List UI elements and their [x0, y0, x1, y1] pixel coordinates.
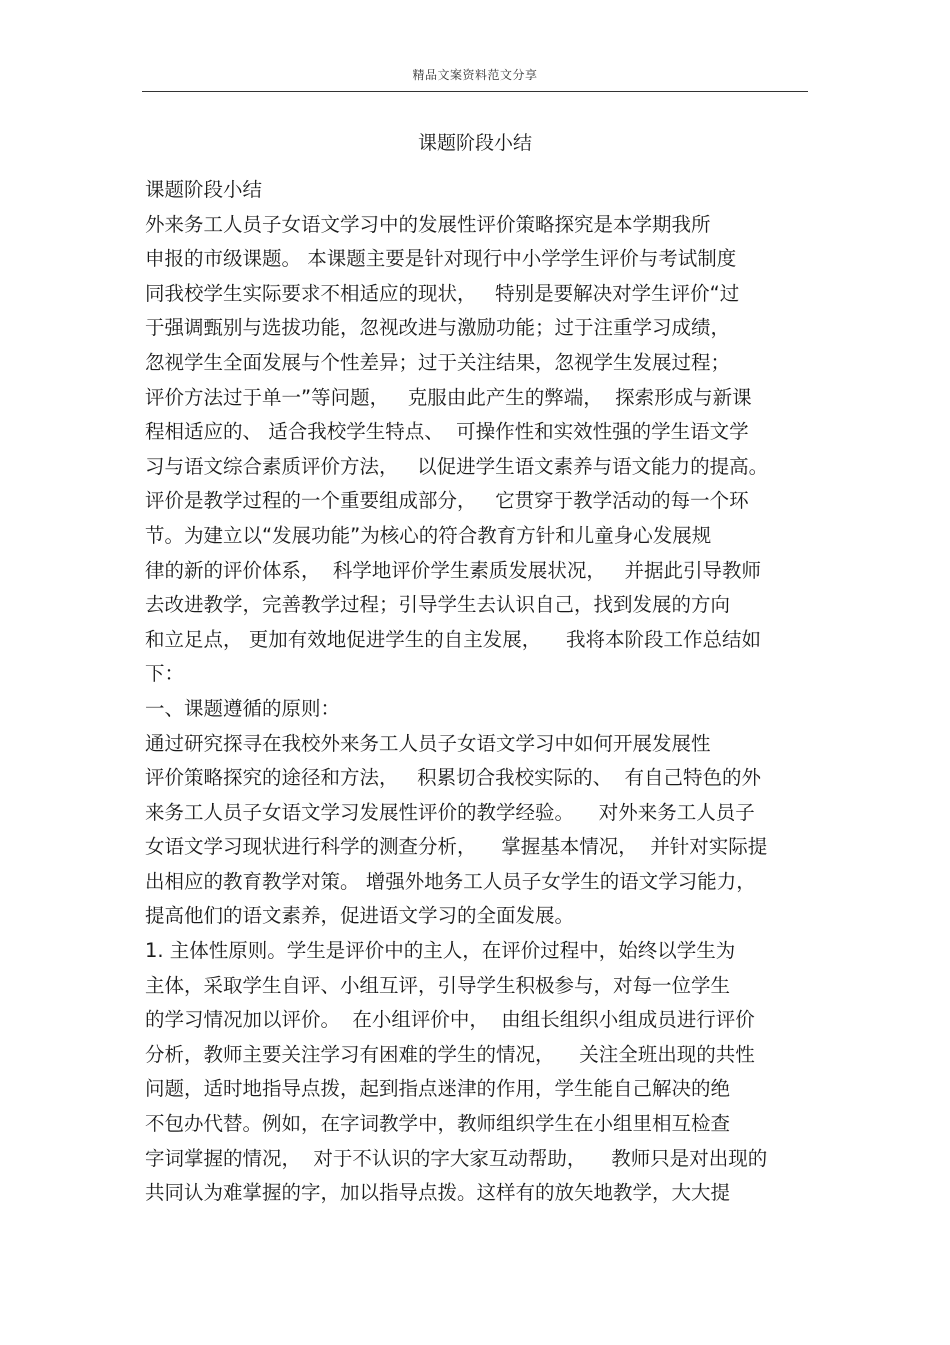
text-line: 去改进教学，完善教学过程；引导学生去认识自己，找到发展的方向 [145, 593, 731, 617]
text-line: 评价是教学过程的一个重要组成部分， 它贯穿于教学活动的每一个环 [145, 489, 749, 513]
text-line: 分析，教师主要关注学习有困难的学生的情况， 关注全班出现的共性 [145, 1042, 755, 1066]
document-title: 课题阶段小结 [417, 132, 532, 154]
text-line: 评价策略探究的途径和方法， 积累切合我校实际的、 有自己特色的外 [145, 766, 761, 790]
text-line: 主体，采取学生自评、小组互评，引导学生积极参与，对每一位学生 [145, 973, 731, 997]
text-line: 一、课题遵循的原则： [145, 696, 341, 720]
text-line: 1. 主体性原则。学生是评价中的主人，在评价过程中，始终以学生为 [145, 939, 736, 963]
page-header: 精品文案资料范文分享 [412, 68, 538, 82]
text-line: 女语文学习现状进行科学的测查分析， 掌握基本情况， 并针对实际提 [145, 835, 768, 859]
header-divider [142, 91, 808, 92]
text-line: 忽视学生全面发展与个性差异；过于关注结果，忽视学生发展过程； [145, 350, 731, 374]
text-line: 课题阶段小结 [145, 178, 263, 201]
text-line: 不包办代替。例如，在字词教学中，教师组织学生在小组里相互检查 [145, 1112, 731, 1136]
text-line: 通过研究探寻在我校外来务工人员子女语文学习中如何开展发展性 [145, 731, 711, 755]
text-line: 提高他们的语文素养，促进语文学习的全面发展。 [145, 904, 575, 928]
text-line: 节。为建立以“发展功能”为核心的符合教育方针和儿童身心发展规 [145, 523, 712, 547]
text-line: 的学习情况加以评价。 在小组评价中， 由组长组织小组成员进行评价 [145, 1008, 755, 1032]
text-line: 申报的市级课题。 本课题主要是针对现行中小学学生评价与考试制度 [145, 247, 737, 271]
text-line: 程相适应的、 适合我校学生特点、 可操作性和实效性强的学生语文学 [145, 420, 749, 444]
text-line: 同我校学生实际要求不相适应的现状， 特别是要解决对学生评价“过 [145, 281, 740, 305]
text-line: 出相应的教育教学对策。 增强外地务工人员子女学生的语文学习能力， [145, 869, 756, 893]
text-line: 习与语文综合素质评价方法， 以促进学生语文素养与语文能力的提高。 [145, 454, 769, 478]
text-line: 律的新的评价体系， 科学地评价学生素质发展状况， 并据此引导教师 [145, 558, 761, 582]
document-body [145, 173, 805, 1211]
text-line: 问题，适时地指导点拨，起到指点迷津的作用，学生能自己解决的绝 [145, 1077, 731, 1101]
text-line: 和立足点， 更加有效地促进学生的自主发展， 我将本阶段工作总结如 [145, 627, 761, 651]
text-line: 于强调甄别与选拔功能，忽视改进与激励功能；过于注重学习成绩， [145, 316, 731, 340]
text-line: 下： [145, 662, 185, 686]
text-line: 字词掌握的情况， 对于不认识的字大家互动帮助， 教师只是对出现的 [145, 1146, 768, 1170]
text-line: 共同认为难掌握的字，加以指导点拨。这样有的放矢地教学，大大提 [145, 1181, 731, 1205]
text-line: 评价方法过于单一”等问题， 克服由此产生的弊端， 探索形成与新课 [145, 385, 752, 409]
text-line: 来务工人员子女语文学习发展性评价的教学经验。 对外来务工人员子 [145, 800, 755, 824]
text-line: 外来务工人员子女语文学习中的发展性评价策略探究是本学期我所 [145, 212, 711, 236]
